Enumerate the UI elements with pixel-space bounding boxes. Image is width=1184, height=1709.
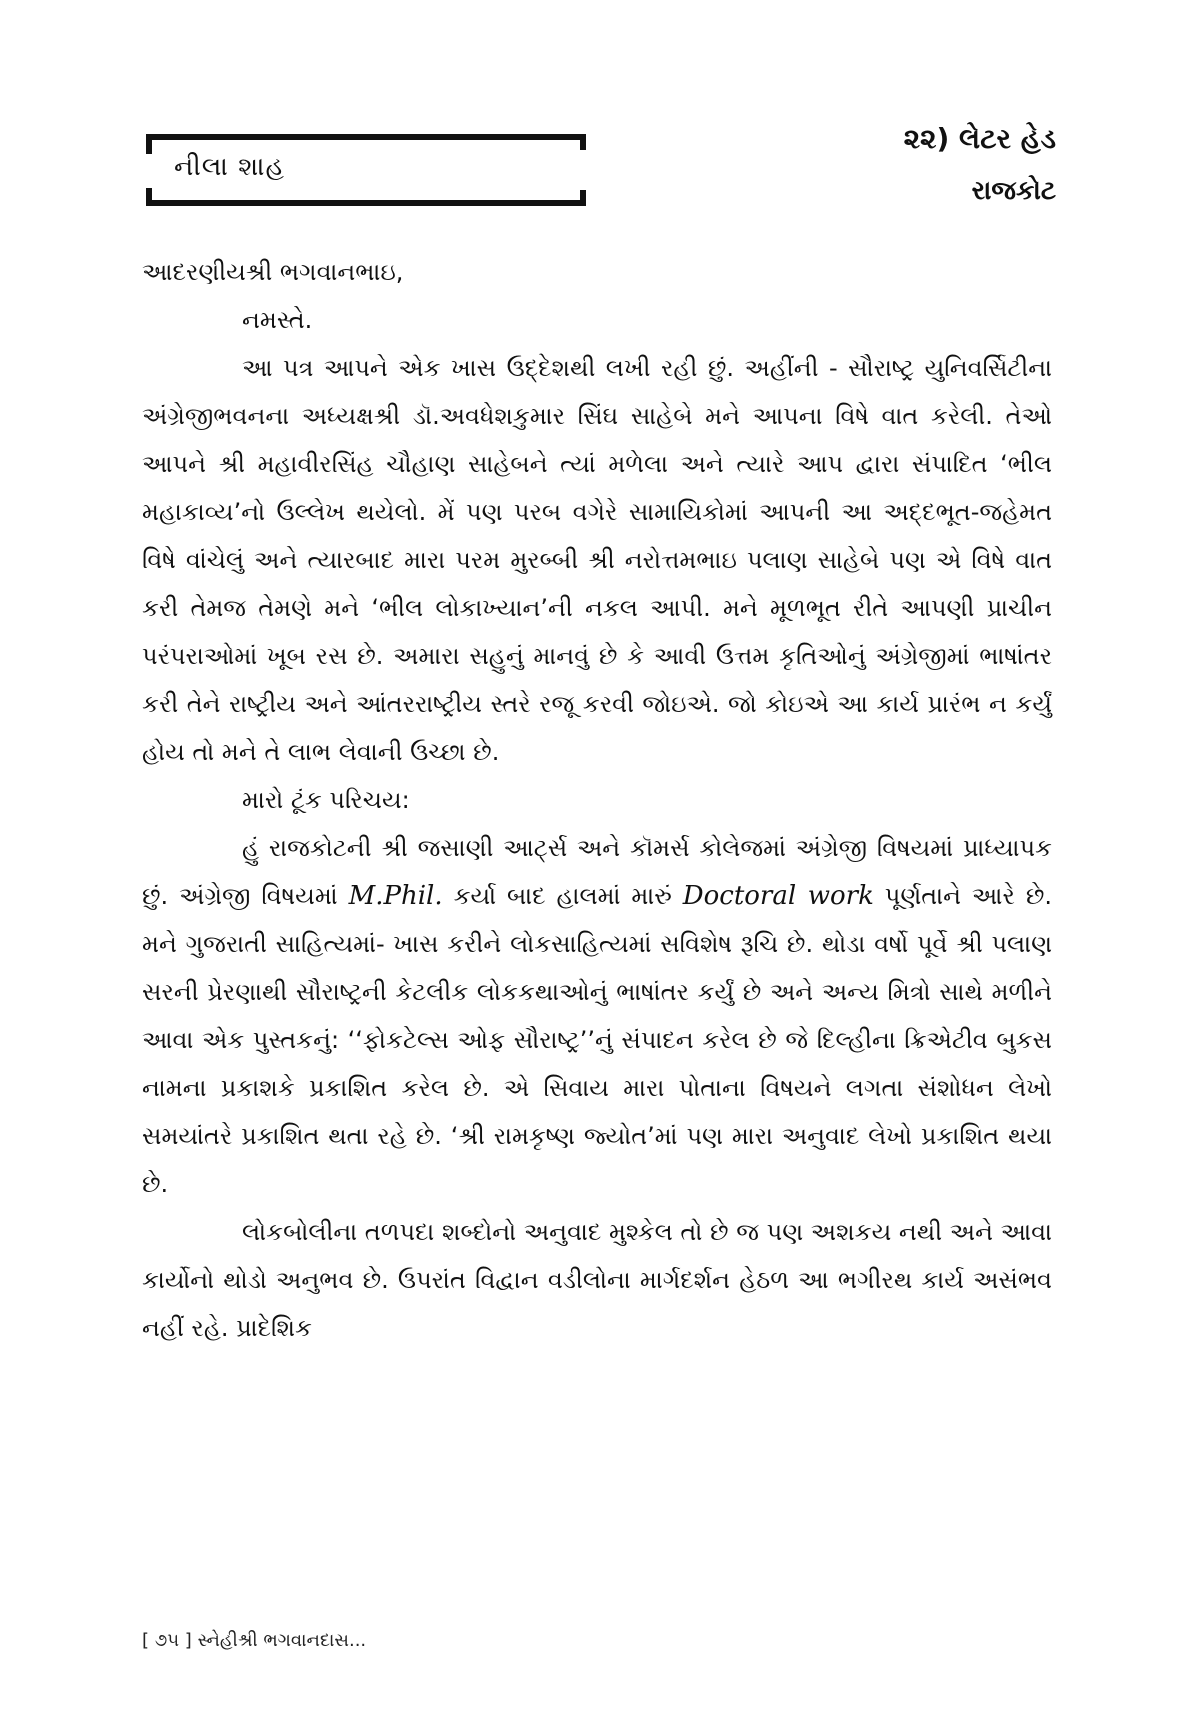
- doctoral-work-text: Doctoral work: [682, 881, 874, 911]
- paragraph-translation: લોકબોલીના તળપદા શબ્દોનો અનુવાદ મુશ્કેલ તો છે જ પણ અશકય નથી અને આવા કાર્યોનો થોડો અનુભવ છે. ઉપરાંત વિદ્વાન વડીલોના માર્ગદર્શન હેઠળ આ ભગીરથ કાર્ય અસંભવ નહીં રહે. પ્રાદેશિક: [142, 1218, 1052, 1342]
- book-title: સ્નેહીશ્રી ભગવાનદાસ...: [197, 1630, 367, 1651]
- paragraph-purpose: આ પત્ર આપને એક ખાસ ઉદ્દેશથી લખી રહી છું. અહીંની - સૌરાષ્ટ્ર યુનિવર્સિટીના અંગ્રેજીભવનના અધ્યક્ષશ્રી ડૉ.અવધેશકુમાર સિંઘ સાહેબે મને આપના વિષે વાત કરેલી. તેઓ આપને શ્રી મહાવીરસિંહ ચૌહાણ સાહેબને ત્યાં મળેલા અને ત્યારે આપ દ્વારા સંપાદિત ‘ભીલ મહાકાવ્ય’નો ઉલ્લેખ થયેલો. મેં પણ પરબ વગેરે સામાયિકોમાં આપની આ અદ્દભૂત-જહેમત વિષે વાંચેલું અને ત્યારબાદ મારા પરમ મુરબ્બી શ્રી નરોત્તમભાઇ પલાણ સાહેબે પણ એ વિષે વાત કરી તેમજ તેમણે મને ‘ભીલ લોકાખ્યાન’ની નકલ આપી. મને મૂળભૂત રીતે આપણી પ્રાચીન પરંપરાઓમાં ખૂબ રસ છે. અમારા સહુનું માનવું છે કે આવી ઉત્તમ કૃતિઓનું અંગ્રેજીમાં ભાષાંતર કરી તેને રાષ્ટ્રીય અને આંતરરાષ્ટ્રીય સ્તરે રજૂ કરવી જોઇએ. જો કોઇએ આ કાર્ય પ્રારંભ ન કર્યું હોય તો મને તે લાભ લેવાની ઉચ્છા છે.: [142, 354, 1052, 766]
- intro-heading: મારો ટૂંક પરિચય:: [242, 786, 410, 814]
- intro-text-part: પૂર્ણતાને આરે છે. મને ગુજરાતી સાહિત્યમાં- ખાસ કરીને લોકસાહિત્યમાં સવિશેષ રૂચિ છે. થોડા વર્ષો પૂર્વે શ્રી પલાણ સરની પ્રેરણાથી સૌરાષ્ટ્રની કેટલીક લોકકથાઓનું ભાષાંતર કર્યું છે અને અન્ય મિત્રો સાથે મળીને આવા એક પુસ્તકનું: ‘‘ફોકટેલ્સ ઓફ સૌરાષ્ટ્ર’’નું સંપાદન કરેલ છે જે દિલ્હીના ક્રિએટીવ બુકસ નામના પ્રકાશકે પ્રકાશિત કરેલ છે. એ સિવાય મારા પોતાના વિષયને લગતા સંશોધન લેખો સમયાંતરે પ્રકાશિત થતા રહે છે. ‘શ્રી રામકૃષ્ણ જ્યોત’માં પણ મારા અનુવાદ લેખો પ્રકાશિત થયા છે.: [142, 882, 1053, 1198]
- page-footer: [142, 1630, 366, 1651]
- corner-mark: [580, 134, 586, 150]
- intro-text-part: કર્યા બાદ હાલમાં મારું: [442, 882, 683, 910]
- bottom-rule: [146, 200, 586, 206]
- top-rule: [146, 134, 586, 140]
- page-number: [ ૭૫ ]: [142, 1630, 192, 1651]
- letter-number: ૨૨) લેટર હેડ: [903, 122, 1056, 155]
- corner-mark: [146, 134, 152, 154]
- greeting: નમસ્તે.: [242, 306, 313, 334]
- author-name: નીલા શાહ: [174, 152, 285, 182]
- mphil-text: M.Phil.: [348, 881, 443, 911]
- letter-city: રાજકોટ: [971, 176, 1056, 206]
- author-name-box: [146, 134, 586, 206]
- intro-text-part: હું રાજકોટની શ્રી જસાણી આર્ટ્સ અને કૉમર્સ કોલેજમાં અંગ્રેજી વિષયમાં પ્રાધ્યાપક છું. અંગ્રેજી વિષયમાં: [142, 834, 1052, 910]
- paragraph-introduction: [142, 824, 1052, 1208]
- letter-body: [142, 248, 1052, 1352]
- salutation: આદરણીયશ્રી ભગવાનભાઇ,: [142, 258, 404, 286]
